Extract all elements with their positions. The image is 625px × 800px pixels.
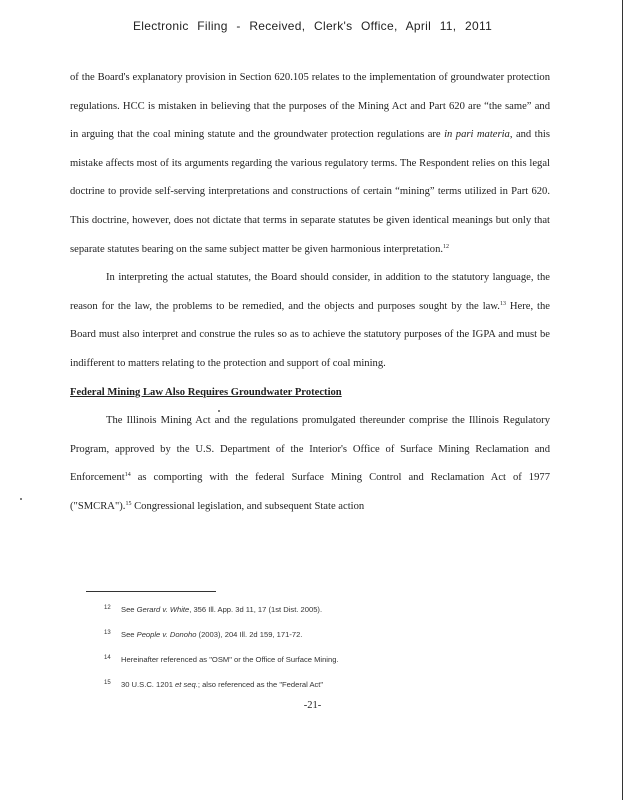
paragraph-3-text-b: as comporting with the federal Surface Mining Control and Reclamation Act of 1977 ("SMCRA"). xyxy=(70,472,550,512)
footnote-ref-14: 14 xyxy=(124,472,131,479)
footnote-ref-13: 13 xyxy=(499,300,506,307)
paragraph-3-text-c: Congressional legislation, and subsequent State action xyxy=(131,500,365,512)
footnote-case-name: People v. Donoho xyxy=(136,630,197,639)
footnote-15 xyxy=(104,673,544,698)
paragraph-3-text-a: The Illinois Mining Act and the regulations promulgated thereunder comprise the Illinois Regulatory Program, approved by the U.S. Department of the Interior's Office of Surface Mining Reclamation and Enforcement xyxy=(70,415,550,484)
footnote-text: See xyxy=(121,630,137,639)
footnote-separator xyxy=(86,591,216,592)
paragraph-1-text-a: of the Board's explanatory provision in Section 620.105 relates to the implementation of groundwater protection regulations. HCC is mistaken in believing that the purposes of the Mining Act and Part 620 are “the same” and in arguing that the coal mining statute and the groundwater protection regulations are xyxy=(70,72,550,141)
footnotes xyxy=(104,598,544,698)
footnote-number: 13 xyxy=(104,630,111,636)
page-number: -21- xyxy=(303,700,322,711)
body-text xyxy=(70,64,550,522)
paragraph-2 xyxy=(70,264,550,378)
paragraph-1-italic: in pari materia xyxy=(444,129,510,141)
footnote-text: 30 U.S.C. 1201 xyxy=(121,680,176,689)
page-edge-line xyxy=(622,0,623,800)
footnote-text: See xyxy=(121,605,137,614)
footnote-citation: , 356 Ill. App. 3d 11, 17 (1st Dist. 2005). xyxy=(189,605,323,614)
paragraph-3 xyxy=(70,407,550,521)
footnote-text: Hereinafter referenced as "OSM" or the Office of Surface Mining. xyxy=(121,655,339,664)
footnote-citation: ; also referenced as the "Federal Act" xyxy=(197,680,324,689)
footnote-12 xyxy=(104,598,544,623)
footnote-ref-15: 15 xyxy=(125,500,132,507)
footnote-latin: et seq. xyxy=(175,680,198,689)
footnote-number: 14 xyxy=(104,655,111,661)
footnote-ref-12: 12 xyxy=(443,243,450,250)
section-heading: Federal Mining Law Also Requires Groundwater Protection xyxy=(70,386,342,398)
scan-speck xyxy=(218,410,220,412)
paragraph-1-text-b: , and this mistake affects most of its arguments regarding the various regulatory terms. The Respondent relies on this legal doctrine to provide self-serving interpretations and constructions of certain “mining” terms utilized in Part 620. This doctrine, however, does not dictate that terms in separate statutes be given identical meanings but only that separate statutes bearing on the same subject matter be given harmonious interpretation. xyxy=(70,129,550,255)
footnote-citation: (2003), 204 Ill. 2d 159, 171-72. xyxy=(196,630,303,639)
paragraph-1 xyxy=(70,64,550,264)
paragraph-2-text-b: Here, the Board must also interpret and construe the rules so as to achieve the statutory purposes of the IGPA and must be indifferent to matters relating to the protection and support of coal mining. xyxy=(70,300,550,369)
footnote-13 xyxy=(104,623,544,648)
footnote-14 xyxy=(104,648,544,673)
footnote-case-name: Gerard v. White xyxy=(136,605,190,614)
footnote-number: 15 xyxy=(104,680,111,686)
footnote-number: 12 xyxy=(104,605,111,611)
filing-header: Electronic Filing - Received, Clerk's Office, April 11, 2011 xyxy=(132,19,493,33)
paragraph-2-text-a: In interpreting the actual statutes, the Board should consider, in addition to the statutory language, the reason for the law, the problems to be remedied, and the objects and purposes sought by the law. xyxy=(70,272,550,312)
scan-speck xyxy=(20,498,22,500)
